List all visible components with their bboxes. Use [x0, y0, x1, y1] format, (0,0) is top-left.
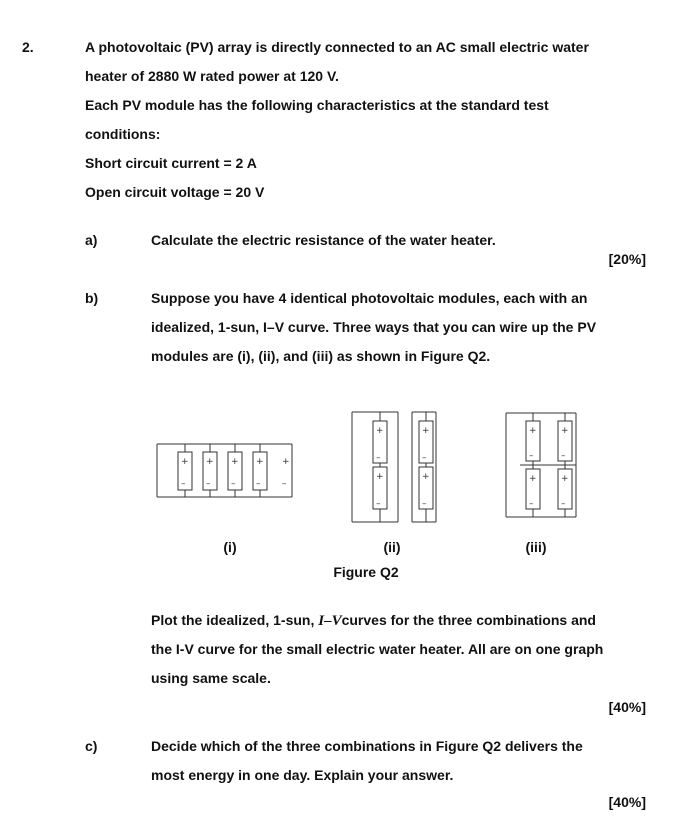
open-circuit-voltage: Open circuit voltage = 20 V: [85, 184, 265, 200]
plus-sign: +: [256, 457, 264, 467]
minus-sign: –: [422, 499, 427, 509]
plot-instruction-line-1: [151, 611, 596, 630]
question-number: 2.: [22, 39, 34, 55]
short-circuit-current: Short circuit current = 2 A: [85, 155, 257, 171]
plus-sign: +: [282, 457, 290, 467]
plus-sign: +: [422, 426, 430, 436]
minus-sign: –: [529, 499, 534, 509]
part-b-line-3: modules are (i), (ii), and (iii) as shown in Figure Q2.: [151, 348, 491, 364]
part-c-line-1: Decide which of the three combinations in Figure Q2 delivers the: [151, 738, 583, 754]
plot-instruction-line-2: the I-V curve for the small electric water heater. All are on one graph: [151, 641, 604, 657]
plus-sign: +: [561, 474, 569, 484]
intro-line-2: heater of 2880 W rated power at 120 V.: [85, 68, 339, 84]
plot-prefix: Plot the idealized, 1-sun,: [151, 612, 319, 628]
part-a-label: a): [85, 232, 98, 248]
figure-label-i: (i): [223, 539, 237, 555]
part-b-label: b): [85, 290, 99, 306]
minus-sign: –: [181, 479, 186, 489]
plus-sign: +: [376, 472, 384, 482]
part-c-label: c): [85, 738, 98, 754]
minus-sign: –: [376, 453, 381, 463]
minus-sign: –: [376, 499, 381, 509]
iv-math-symbol: I–V: [318, 613, 342, 629]
part-a-marks: [20%]: [608, 251, 646, 267]
intro-line-3: Each PV module has the following characteristics at the standard test: [85, 97, 549, 113]
config-i-parallel: [157, 444, 292, 497]
part-b-line-2: idealized, 1-sun, I–V curve. Three ways that you can wire up the PV: [151, 319, 597, 335]
intro-line-1: A photovoltaic (PV) array is directly connected to an AC small electric water: [85, 39, 589, 55]
plus-sign: +: [529, 474, 537, 484]
minus-sign: –: [231, 479, 236, 489]
minus-sign: –: [561, 451, 566, 461]
minus-sign: –: [561, 499, 566, 509]
figure-label-ii: (ii): [383, 539, 401, 555]
config-iii-grid: [506, 413, 576, 517]
part-b-marks: [40%]: [608, 699, 646, 715]
minus-sign: –: [422, 453, 427, 463]
plus-sign: +: [181, 457, 189, 467]
intro-line-4: conditions:: [85, 126, 161, 142]
plus-sign: +: [422, 472, 430, 482]
part-a-text: Calculate the electric resistance of the water heater.: [151, 232, 496, 248]
part-c-marks: [40%]: [608, 794, 646, 810]
plus-sign: +: [231, 457, 239, 467]
minus-sign: –: [282, 479, 287, 489]
part-b-line-1: Suppose you have 4 identical photovoltaic modules, each with an: [151, 290, 588, 306]
minus-sign: –: [206, 479, 211, 489]
plot-instruction-line-3: using same scale.: [151, 670, 271, 686]
part-c-line-2: most energy in one day. Explain your answer.: [151, 767, 454, 783]
plus-sign: +: [206, 457, 214, 467]
plus-sign: +: [529, 426, 537, 436]
figure-label-iii: (iii): [525, 539, 547, 555]
config-ii-series-parallel: [352, 412, 436, 522]
plus-sign: +: [561, 426, 569, 436]
minus-sign: –: [256, 479, 261, 489]
plot-suffix: curves for the three combinations and: [341, 612, 596, 628]
minus-sign: –: [529, 451, 534, 461]
plus-sign: +: [376, 426, 384, 436]
figure-caption: Figure Q2: [333, 564, 399, 580]
